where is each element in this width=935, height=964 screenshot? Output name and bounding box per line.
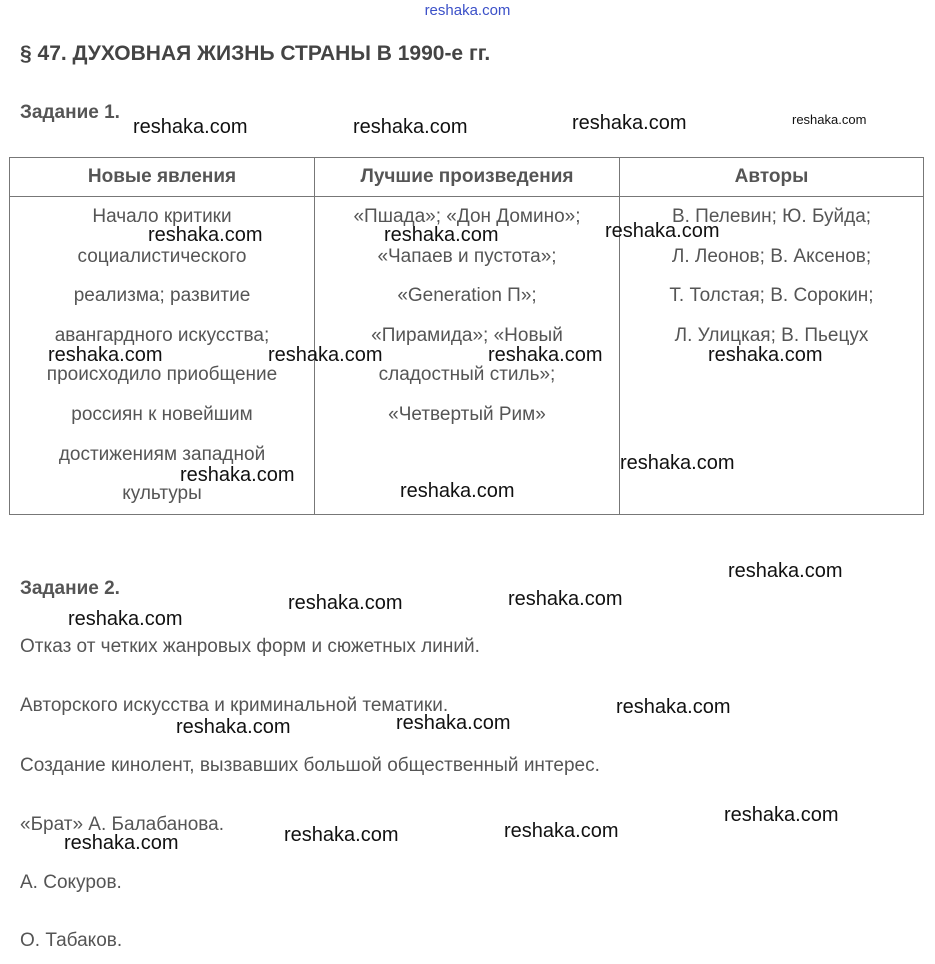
watermark: reshaka.com [353,116,468,138]
answer-6: О. Табаков. [20,930,123,951]
watermark: reshaka.com [605,220,720,242]
watermark: reshaka.com [616,696,731,718]
task-1-title: Задание 1. [20,102,120,123]
watermark: reshaka.com [400,480,515,502]
answer-3: Создание кинолент, вызвавших большой общественный интерес. [20,755,600,776]
answer-2: Авторского искусства и криминальной тематики. [20,695,449,716]
watermark: reshaka.com [572,112,687,134]
cell-authors: В. Пелевин; Ю. Буйда; Л. Леонов; В. Аксенов; Т. Толстая; В. Сорокин; Л. Улицкая; В. Пьецух [620,197,924,515]
answer-4: «Брат» А. Балабанова. [20,814,225,835]
watermark: reshaka.com [620,452,735,474]
watermark: reshaka.com [708,344,823,366]
header-new-phenomena: Новые явления [10,158,315,197]
watermark: reshaka.com [724,804,839,826]
watermark: reshaka.com [133,116,248,138]
cell-new-phenomena: Начало критики социалистического реализма; развитие авангардного искусства; происходило приобщение россиян к новейшим достижениям западной культуры [10,197,315,515]
task-1-table [9,157,924,515]
answer-5: А. Сокуров. [20,872,122,893]
watermark: reshaka.com [384,224,499,246]
watermark: reshaka.com [504,820,619,842]
watermark: reshaka.com [792,112,867,127]
watermark: reshaka.com [48,344,163,366]
header-authors: Авторы [620,158,924,197]
section-title: § 47. ДУХОВНАЯ ЖИЗНЬ СТРАНЫ В 1990-е гг. [20,42,491,65]
watermark: reshaka.com [148,224,263,246]
cell-best-works: «Пшада»; «Дон Домино»; «Чапаев и пустота»; «Generation П»; «Пирамида»; «Новый сладостный стиль»; «Четвертый Рим» [315,197,620,515]
header-best-works: Лучшие произведения [315,158,620,197]
watermark: reshaka.com [284,824,399,846]
watermark: reshaka.com [180,464,295,486]
watermark: reshaka.com [728,560,843,582]
watermark: reshaka.com [68,608,183,630]
answer-1: Отказ от четких жанровых форм и сюжетных линий. [20,636,480,657]
watermark: reshaka.com [288,592,403,614]
watermark: reshaka.com [396,712,511,734]
watermark: reshaka.com [64,832,179,854]
site-header-link[interactable]: reshaka.com [424,2,511,19]
watermark: reshaka.com [508,588,623,610]
watermark: reshaka.com [176,716,291,738]
table-header-row [10,158,924,197]
watermark: reshaka.com [268,344,383,366]
watermark: reshaka.com [488,344,603,366]
task-2-title: Задание 2. [20,578,120,599]
